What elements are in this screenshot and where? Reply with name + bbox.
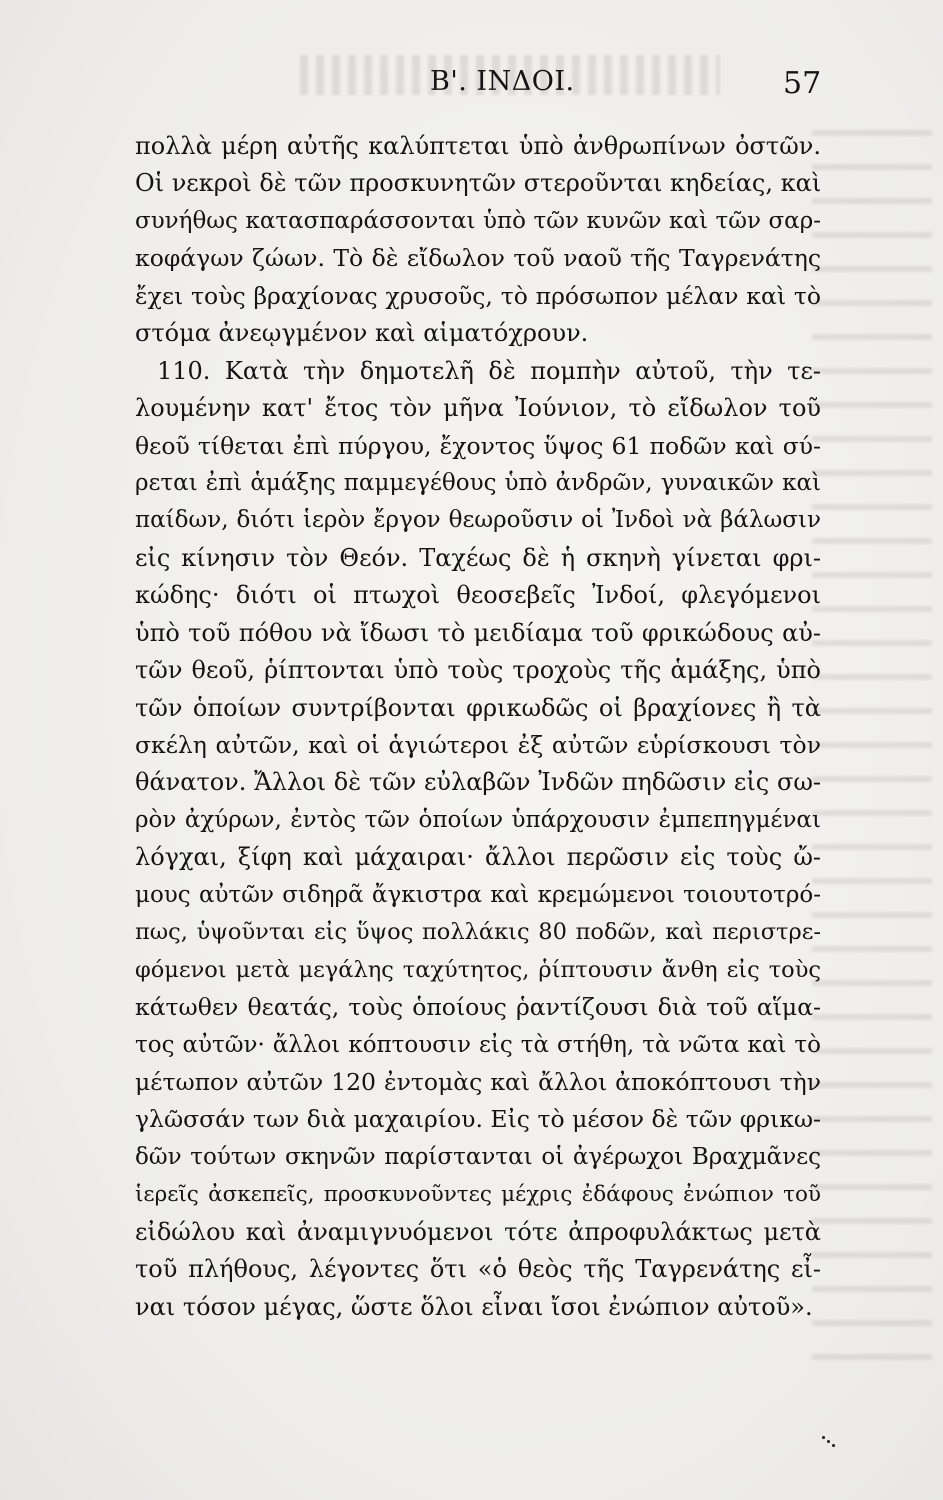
text-line: σκέλη αὐτῶν, καὶ οἱ ἁγιώτεροι ἐξ αὐτῶν εὑρίσκουσι τὸν — [135, 731, 821, 759]
text-line: Οἱ νεκροὶ δὲ τῶν προσκυνητῶν στεροῦνται κηδείας, καὶ — [135, 169, 822, 198]
text-line: ρὸν ἀχύρων, ἐντὸς τῶν ὁποίων ὑπάρχουσιν ἐμπεπηγμέναι — [135, 806, 821, 833]
text-line: ἔχει τοὺς βραχίονας χρυσοῦς, τὸ πρόσωπον μέλαν καὶ τὸ — [135, 281, 821, 310]
text-line: γλῶσσάν των διὰ μαχαιρίου. Εἰς τὸ μέσον δὲ τῶν φρικω- — [135, 1105, 821, 1134]
text-line: στόμα ἀνεῳγμένον καὶ αἱματόχρουν. — [135, 319, 589, 348]
text-line: συνήθως κατασπαράσσονται ὑπὸ τῶν κυνῶν καὶ τῶν σαρ- — [135, 207, 821, 234]
text-line: παίδων, διότι ἱερὸν ἔργον θεωροῦσιν οἱ Ἰνδοὶ νὰ βάλωσιν — [135, 507, 821, 534]
text-line: κώδης· διότι οἱ πτωχοὶ θεοσεβεῖς Ἰνδοί, φλεγόμενοι — [135, 581, 821, 610]
ink-speck — [822, 1436, 836, 1448]
text-line: ναι τόσον μέγας, ὥστε ὅλοι εἶναι ἴσοι ἐνώπιον αὐτοῦ». — [135, 1292, 813, 1321]
text-line: κάτωθεν θεατάς, τοὺς ὁποίους ῥαντίζουσι διὰ τοῦ αἵμα- — [135, 993, 821, 1022]
text-line: θάνατον. Ἄλλοι δὲ τῶν εὐλαβῶν Ἰνδῶν πηδῶσιν εἰς σω- — [135, 768, 821, 797]
text-line: φόμενοι μετὰ μεγάλης ταχύτητος, ῥίπτουσιν ἄνθη εἰς τοὺς — [135, 956, 821, 983]
text-line: πολλὰ μέρη αὐτῆς καλύπτεται ὑπὸ ἀνθρωπίνων ὀστῶν. — [135, 132, 821, 160]
text-line: κοφάγων ζώων. Τὸ δὲ εἴδωλον τοῦ ναοῦ τῆς Ταγρενάτης — [135, 244, 821, 273]
text-line: εἰς κίνησιν τὸν Θεόν. Ταχέως δὲ ἡ σκηνὴ γίνεται φρι- — [135, 543, 821, 572]
text-line: τοῦ πλήθους, λέγοντες ὅτι «ὁ θεὸς τῆς Ταγρενάτης εἶ- — [135, 1255, 821, 1284]
text-line: δῶν τούτων σκηνῶν παρίστανται οἱ ἀγέρωχοι Βραχμᾶνες — [135, 1143, 821, 1170]
page-header — [0, 66, 943, 110]
text-line: θεοῦ τίθεται ἐπὶ πύργου, ἔχοντος ὕψος 61 ποδῶν καὶ σύ- — [135, 431, 821, 460]
text-line: ρεται ἐπὶ ἁμάξης παμμεγέθους ὑπὸ ἀνδρῶν, γυναικῶν καὶ — [135, 469, 821, 496]
text-line: τος αὐτῶν· ἄλλοι κόπτουσιν εἰς τὰ στήθη, τὰ νῶτα καὶ τὸ — [135, 1031, 821, 1058]
text-line: μους αὐτῶν σιδηρᾶ ἄγκιστρα καὶ κρεμώμενοι τοιουτοτρό- — [135, 881, 821, 908]
page-number: 57 — [783, 66, 822, 101]
text-line: λόγχαι, ξίφη καὶ μάχαιραι· ἄλλοι περῶσιν εἰς τοὺς ὤ- — [135, 843, 821, 872]
text-line: μέτωπον αὐτῶν 120 ἐντομὰς καὶ ἄλλοι ἀποκόπτουσι τὴν — [135, 1067, 821, 1096]
body-text — [135, 128, 821, 1326]
text-line: εἰδώλου καὶ ἀναμιγνυόμενοι τότε ἀπροφυλάκτως μετὰ — [135, 1217, 821, 1246]
text-line: λουμένην κατ' ἔτος τὸν μῆνα Ἰούνιον, τὸ εἴδωλον τοῦ — [135, 394, 821, 423]
text-line: τῶν ὁποίων συντρίβονται φρικωδῶς οἱ βραχίονες ἢ τὰ — [135, 693, 821, 722]
text-line: ἱερεῖς ἀσκεπεῖς, προσκυνοῦντες μέχρις ἐδάφους ἐνώπιον τοῦ — [135, 1182, 821, 1208]
paragraph-110-start: 110. Κατὰ τὴν δημοτελῆ δὲ πομπὴν αὐτοῦ, τὴν τε- — [157, 356, 821, 385]
text-line: τῶν θεοῦ, ῥίπτονται ὑπὸ τοὺς τροχοὺς τῆς ἁμάξης, ὑπὸ — [135, 656, 821, 685]
show-through-margin — [812, 110, 932, 1360]
text-line: πως, ὑψοῦνται εἰς ὕψος πολλάκις 80 ποδῶν, καὶ περιστρε- — [135, 919, 821, 946]
running-title: Β'. ΙΝΔΟΙ. — [430, 66, 575, 97]
text-line: ὑπὸ τοῦ πόθου νὰ ἴδωσι τὸ μειδίαμα τοῦ φρικώδους αὐ- — [135, 618, 821, 647]
